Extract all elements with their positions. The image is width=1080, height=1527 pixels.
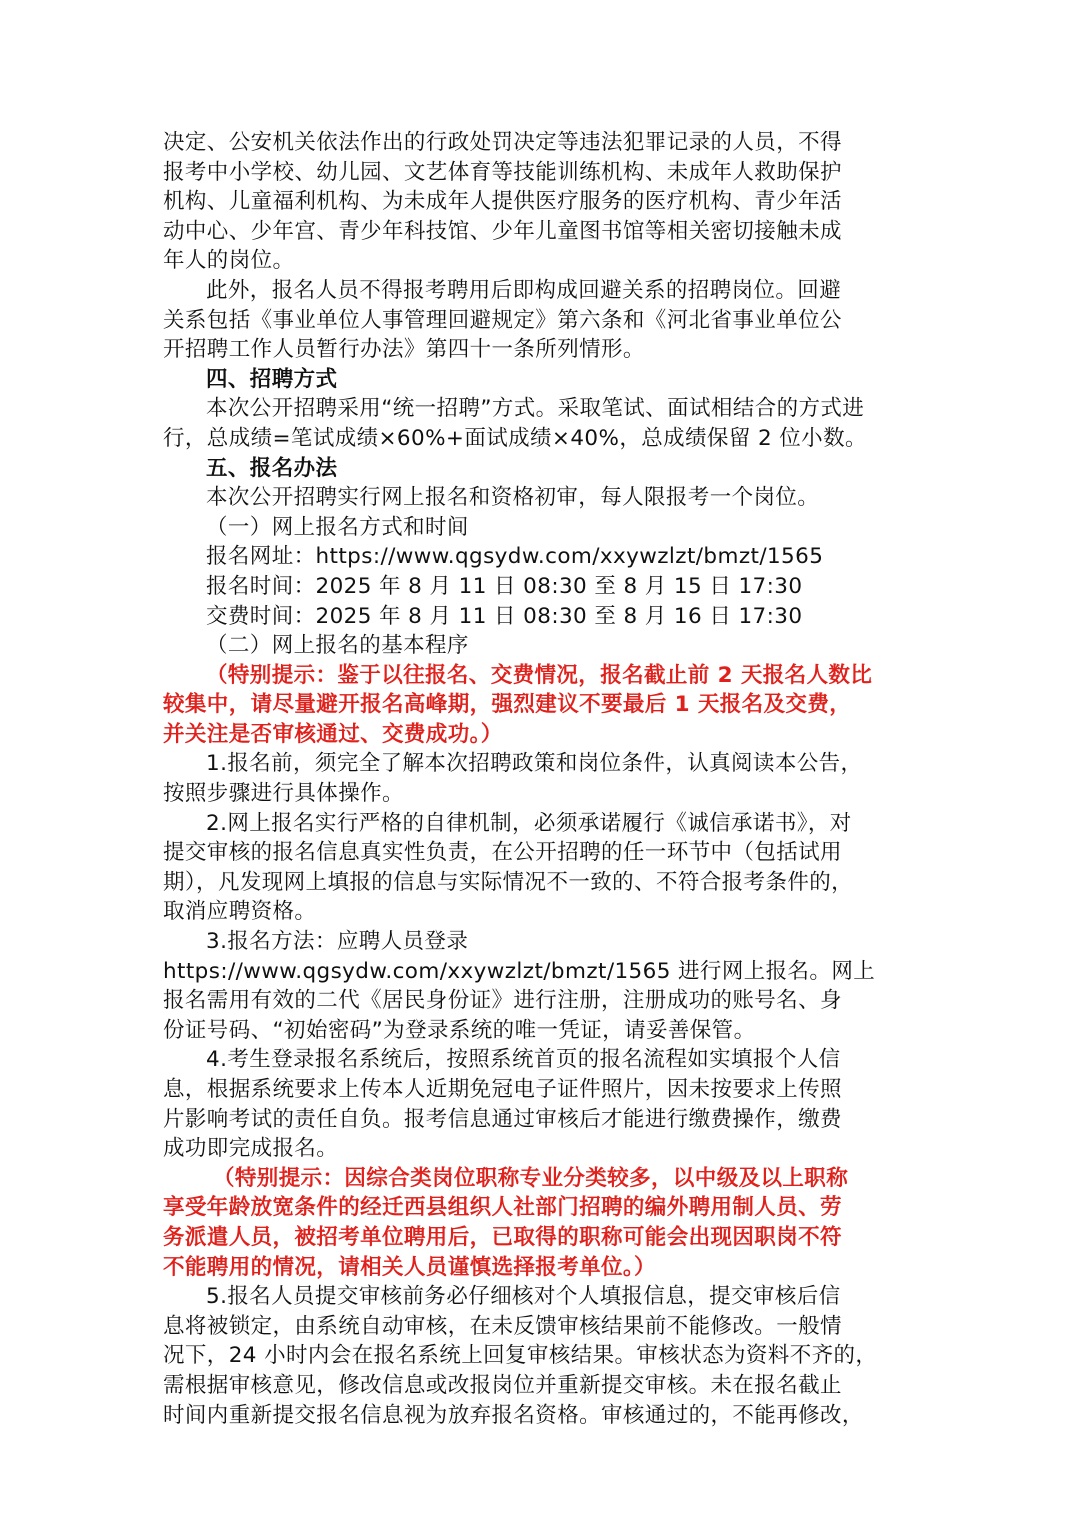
text-line: 2.网上报名实行严格的自律机制，必须承诺履行《诚信承诺书》，对 (206, 810, 852, 836)
special-notice-line: 不能聘用的情况，请相关人员谨慎选择报考单位。） (163, 1254, 656, 1280)
text-line: 交费时间：2025 年 8 月 11 日 08:30 至 8 月 16 日 17:30 (206, 603, 803, 629)
text-line: （二）网上报名的基本程序 (206, 633, 469, 659)
special-notice-line: （特别提示：因综合类岗位职称专业分类较多，以中级及以上职称 (213, 1165, 849, 1191)
text-line: 况下，24 小时内会在报名系统上回复审核结果。审核状态为资料不齐的， (163, 1343, 878, 1369)
text-line: 报名需用有效的二代《居民身份证》进行注册，注册成功的账号名、身 (163, 988, 842, 1014)
text-line: 片影响考试的责任自负。报考信息通过审核后才能进行缴费操作，缴费 (163, 1106, 842, 1132)
text-line: 行，总成绩=笔试成绩×60%+面试成绩×40%，总成绩保留 2 位小数。 (163, 425, 867, 451)
text-line: 时间内重新提交报名信息视为放弃报名资格。审核通过的，不能再修改， (163, 1402, 864, 1428)
text-line: 取消应聘资格。 (163, 899, 317, 925)
text-line: 提交审核的报名信息真实性负责，在公开招聘的任一环节中（包括试用 (163, 840, 842, 866)
section-heading: 五、报名办法 (206, 455, 338, 481)
text-line: 动中心、少年宫、青少年科技馆、少年儿童图书馆等相关密切接触未成 (163, 218, 842, 244)
special-notice-line: 享受年龄放宽条件的经迁西县组织人社部门招聘的编外聘用制人员、劳 (163, 1195, 842, 1221)
text-line: 机构、儿童福利机构、为未成年人提供医疗服务的医疗机构、青少年活 (163, 189, 842, 215)
special-notice-line: （特别提示：鉴于以往报名、交费情况，报名截止前 2 天报名人数比 (206, 662, 873, 688)
text-line: 关系包括《事业单位人事管理回避规定》第六条和《河北省事业单位公 (163, 307, 842, 333)
text-line: 5.报名人员提交审核前务必仔细核对个人填报信息，提交审核后信 (206, 1284, 841, 1310)
text-line: 1.报名前，须完全了解本次招聘政策和岗位条件，认真阅读本公告， (206, 751, 863, 777)
text-line: 4.考生登录报名系统后，按照系统首页的报名流程如实填报个人信 (206, 1047, 841, 1073)
text-line: 报名时间：2025 年 8 月 11 日 08:30 至 8 月 15 日 17:30 (206, 573, 803, 599)
text-line: 决定、公安机关依法作出的行政处罚决定等违法犯罪记录的人员，不得 (163, 130, 842, 155)
document-page (163, 128, 923, 1430)
special-notice-line: 并关注是否审核通过、交费成功。） (163, 721, 503, 747)
special-notice-line: 较集中，请尽量避开报名高峰期，强烈建议不要最后 1 天报名及交费， (163, 692, 852, 718)
text-line: 开招聘工作人员暂行办法》第四十一条所列情形。 (163, 337, 645, 363)
text-line: 成功即完成报名。 (163, 1136, 339, 1162)
text-line: 本次公开招聘实行网上报名和资格初审，每人限报考一个岗位。 (206, 485, 820, 511)
text-line: 报考中小学校、幼儿园、文艺体育等技能训练机构、未成年人救助保护 (163, 159, 842, 185)
text-line: 需根据审核意见，修改信息或改报岗位并重新提交审核。未在报名截止 (163, 1372, 842, 1398)
text-line: 息将被锁定，由系统自动审核，在未反馈审核结果前不能修改。一般情 (163, 1313, 842, 1339)
text-line: https://www.qgsydw.com/xxywzlzt/bmzt/1565 进行网上报名。网上 (163, 958, 876, 984)
text-line: 按照步骤进行具体操作。 (163, 781, 404, 807)
text-line: 期），凡发现网上填报的信息与实际情况不一致的、不符合报考条件的， (163, 869, 854, 895)
text-line: （一）网上报名方式和时间 (206, 514, 469, 540)
text-line: 份证号码、“初始密码”为登录系统的唯一凭证，请妥善保管。 (163, 1017, 756, 1043)
section-heading: 四、招聘方式 (206, 366, 338, 392)
text-line: 报名网址：https://www.qgsydw.com/xxywzlzt/bmzt/1565 (206, 544, 824, 570)
text-line: 3.报名方法：应聘人员登录 (206, 929, 469, 955)
text-line: 息，根据系统要求上传本人近期免冠电子证件照片，因未按要求上传照 (163, 1077, 842, 1102)
text-line: 此外，报名人员不得报考聘用后即构成回避关系的招聘岗位。回避 (206, 277, 842, 303)
text-line: 年人的岗位。 (163, 248, 295, 274)
special-notice-line: 务派遣人员，被招考单位聘用后，已取得的职称可能会出现因职岗不符 (163, 1224, 842, 1250)
text-line: 本次公开招聘采用“统一招聘”方式。采取笔试、面试相结合的方式进 (206, 396, 865, 422)
